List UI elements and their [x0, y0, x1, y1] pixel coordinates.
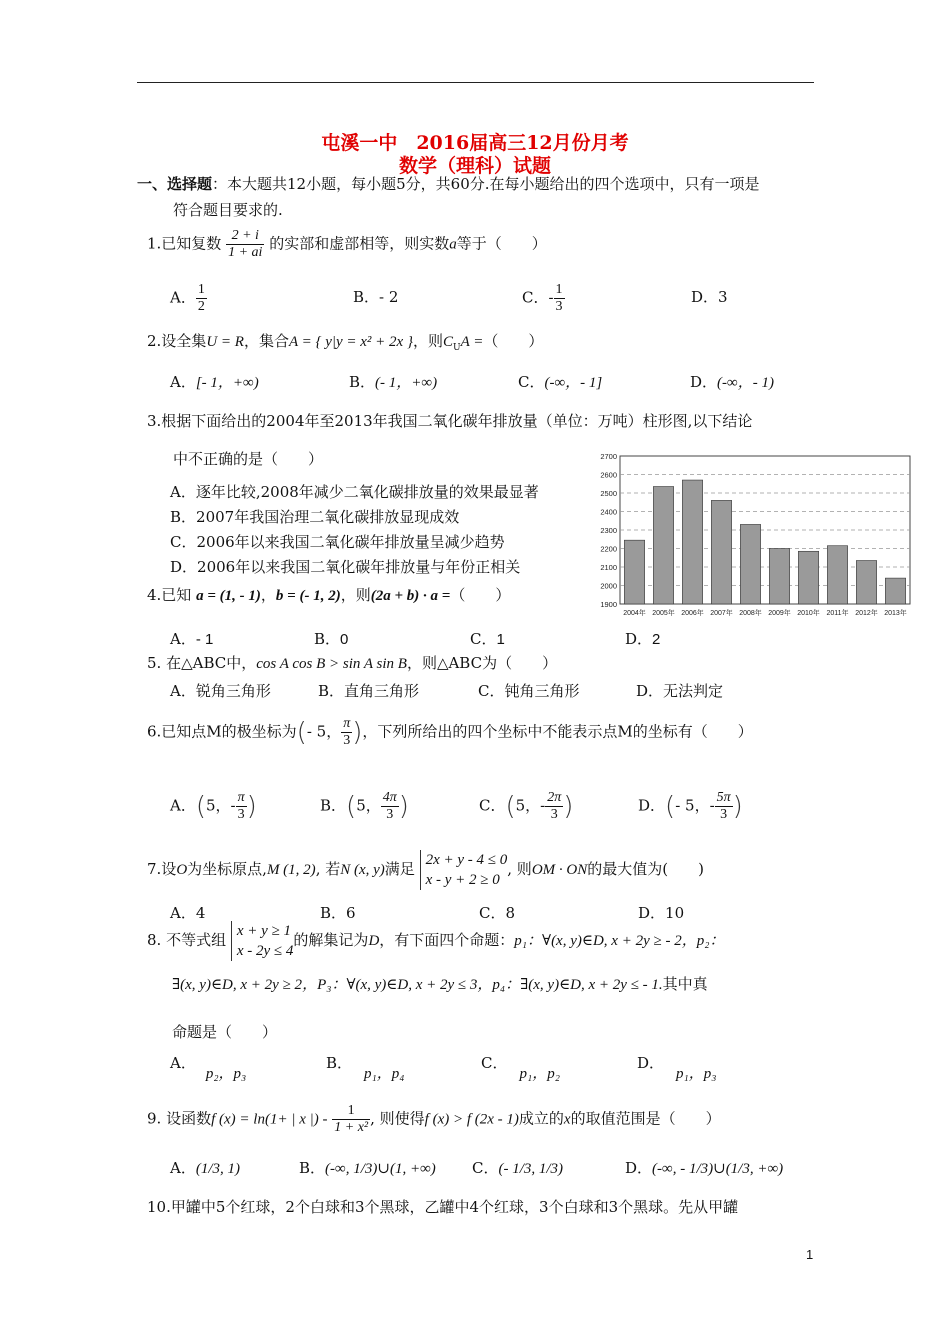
page-number: 1	[806, 1247, 814, 1262]
question-1	[147, 228, 547, 261]
q2-option-a[interactable]: A．[- 1，+∞)	[170, 373, 259, 391]
question-5: 5. 在△ABC中，cos A cos B > sin A sin B，则△ABC为（ ）	[147, 654, 558, 672]
q7-constraints: 2x + y - 4 ≤ 0 x - y + 2 ≥ 0	[420, 850, 508, 890]
q2-option-c[interactable]: C．(-∞，- 1]	[518, 373, 603, 391]
question-8-line1: 8. 不等式组 x + y ≥ 1 x - 2y ≤ 4 的解集记为D，有下面四个命题：p₁：∀(x, y)∈D, x + 2y ≥ - 2，p₂：	[147, 923, 725, 959]
chart-x-tick-label: 2007年	[710, 610, 733, 617]
q7-option-c[interactable]: C．8	[479, 904, 516, 922]
q1-option-a[interactable]: A． $\frac{1}{2}$	[170, 282, 205, 314]
section-intro-line2: 符合题目要求的.	[173, 201, 283, 219]
q1-var: a	[449, 236, 457, 253]
co2-emission-bar-chart	[590, 452, 920, 622]
q9-option-b[interactable]: B．(-∞, 1/3)∪(1, +∞)	[299, 1159, 436, 1177]
chart-x-tick-label: 2009年	[768, 610, 791, 617]
q6-option-a[interactable]: A．(5，- $\frac{\pi}{3}$ )	[170, 790, 257, 822]
chart-x-tick-label: 2006年	[681, 610, 704, 617]
q7-option-b[interactable]: B．6	[320, 904, 356, 922]
question-9: 9. 设函数f (x) = ln(1+ | x |) - $\frac{1}{\text{1 + x²}}$ , 则使得f (x) > f (2x - 1)成立的x的取值范围是（ ）	[147, 1103, 721, 1135]
question-8-line3: 命题是（ ）	[172, 1023, 278, 1041]
chart-y-tick-label: 2400	[600, 507, 617, 517]
q5-option-b[interactable]: B．直角三角形	[318, 682, 420, 700]
chart-bar	[624, 540, 644, 604]
question-4: 4.已知 a = (1, - 1)，b = (- 1, 2)，则(2a + b) · a =（ ）	[147, 586, 511, 604]
q6-option-b[interactable]: B．(5， $\frac{4\pi}{3}$ )	[320, 790, 409, 822]
q3-option-a[interactable]: A．逐年比较,2008年减少二氧化碳排放量的效果最显著	[170, 483, 539, 501]
chart-bar	[740, 524, 760, 604]
section-intro-text: ：本大题共12小题，每小题5分，共60分.在每小题给出的四个选项中，只有一项是	[212, 175, 760, 193]
q1-prefix: 1.已知复数	[147, 234, 222, 253]
q7-option-a[interactable]: A．4	[170, 904, 206, 922]
q9-option-a[interactable]: A．(1/3, 1)	[170, 1159, 241, 1177]
question-2: 2.设全集U = R，集合A = { y|y = x² + 2x }，则$C_UA$ =（ ）	[147, 332, 544, 353]
question-10-line1: 10.甲罐中5个红球，2个白球和3个黑球，乙罐中4个红球，3个白球和3个黑球。先从甲罐	[147, 1198, 739, 1216]
chart-x-tick-label: 2010年	[797, 610, 820, 617]
q8-option-d[interactable]: D．p₁，p₃	[637, 1054, 717, 1082]
q1-fraction: $\frac{2 + i}{1 + ai}$	[228, 228, 263, 260]
chart-x-tick-label: 2004年	[623, 610, 646, 617]
chart-x-tick-label: 2013年	[884, 610, 907, 617]
q5-option-c[interactable]: C．钝角三角形	[478, 682, 580, 700]
section-label: 一、选择题	[137, 177, 213, 193]
chart-bar	[711, 500, 731, 604]
question-6: 6.已知点M的极坐标为(- 5， $\frac{\pi}{3}$ )，下列所给出的四个坐标中不能表示点M的坐标有（ ）	[147, 716, 753, 748]
q3-option-c[interactable]: C．2006年以来我国二氧化碳年排放量呈减少趋势	[170, 533, 505, 551]
q3-option-d[interactable]: D．2006年以来我国二氧化碳年排放量与年份正相关	[170, 558, 521, 576]
chart-bar	[798, 551, 818, 604]
chart-bar	[653, 487, 673, 604]
q6-option-d[interactable]: D．(- 5，- $\frac{5\pi}{3}$ )	[638, 790, 743, 822]
q9-option-d[interactable]: D．(-∞, - 1/3)∪(1/3, +∞)	[625, 1159, 784, 1177]
question-3-line2: 中不正确的是（ ）	[173, 450, 324, 468]
chart-x-tick-label: 2012年	[855, 610, 878, 617]
chart-y-tick-label: 2500	[600, 489, 617, 498]
exam-subtitle: 数学（理科）试题	[398, 155, 551, 177]
q5-option-a[interactable]: A．锐角三角形	[170, 682, 271, 700]
chart-y-tick-label: 2300	[600, 526, 617, 535]
question-3-line1: 3.根据下面给出的2004年至2013年我国二氧化碳年排放量（单位：万吨）柱形图,以下结论	[147, 412, 753, 430]
q5-option-d[interactable]: D．无法判定	[636, 682, 724, 700]
q3-option-b[interactable]: B．2007年我国治理二氧化碳排放显现成效	[170, 508, 460, 526]
question-8-line2: ∃(x, y)∈D, x + 2y ≥ 2，P₃：∀(x, y)∈D, x + 2y ≤ 3，p₄：∃(x, y)∈D, x + 2y ≤ - 1.其中真	[172, 975, 708, 993]
q2-option-d[interactable]: D．(-∞，- 1)	[690, 373, 774, 391]
q1-suffix: 等于（ ）	[456, 234, 547, 253]
q4-option-b[interactable]: B．0	[314, 630, 349, 648]
chart-x-tick-label: 2005年	[652, 610, 675, 617]
q1-option-d[interactable]: D．3	[691, 288, 728, 306]
section-intro	[137, 173, 760, 194]
chart-y-tick-label: 2000	[600, 581, 617, 591]
q4-option-c[interactable]: C．1	[470, 630, 505, 648]
chart-y-tick-label: 2700	[600, 452, 617, 461]
chart-bar	[885, 578, 905, 604]
chart-x-tick-label: 2008年	[739, 610, 762, 617]
q7-option-d[interactable]: D．10	[638, 904, 685, 922]
chart-y-tick-label: 2600	[600, 470, 617, 480]
chart-y-tick-label: 2200	[600, 544, 617, 554]
q6-option-c[interactable]: C．(5，- $\frac{2\pi}{3}$ )	[479, 790, 574, 822]
q1-option-c[interactable]: C．- $\frac{1}{3}$	[522, 282, 563, 314]
q8-option-c[interactable]: C．p₁，p₂	[481, 1054, 560, 1082]
q8-constraints: x + y ≥ 1 x - 2y ≤ 4	[231, 921, 294, 961]
chart-y-tick-label: 2100	[600, 563, 617, 572]
q8-option-b[interactable]: B．p₁，p₄	[326, 1054, 405, 1082]
q1-option-b[interactable]: B．- 2	[353, 288, 399, 306]
q2-option-b[interactable]: B．(- 1，+∞)	[349, 373, 438, 391]
chart-bar	[827, 546, 847, 604]
q1-mid: 的实部和虚部相等，则实数	[269, 234, 450, 253]
q4-option-a[interactable]: A．- 1	[170, 630, 214, 648]
top-rule	[137, 82, 814, 83]
chart-bar	[769, 549, 789, 605]
chart-bar	[856, 561, 876, 604]
chart-bar	[682, 480, 702, 604]
exam-title: 屯溪一中 2016届高三12月份月考	[321, 132, 629, 154]
question-7: 7.设O为坐标原点,M (1, 2), 若N (x, y)满足 2x + y - 4 ≤ 0 x - y + 2 ≥ 0 , 则OM · ON的最大值为( )	[147, 852, 704, 888]
chart-x-tick-label: 2011年	[826, 610, 849, 617]
q8-option-a[interactable]: A．p₂，p₃	[170, 1054, 247, 1082]
chart-y-tick-label: 1900	[600, 600, 617, 609]
q9-option-c[interactable]: C．(- 1/3, 1/3)	[472, 1159, 564, 1177]
q4-option-d[interactable]: D．2	[625, 630, 661, 648]
